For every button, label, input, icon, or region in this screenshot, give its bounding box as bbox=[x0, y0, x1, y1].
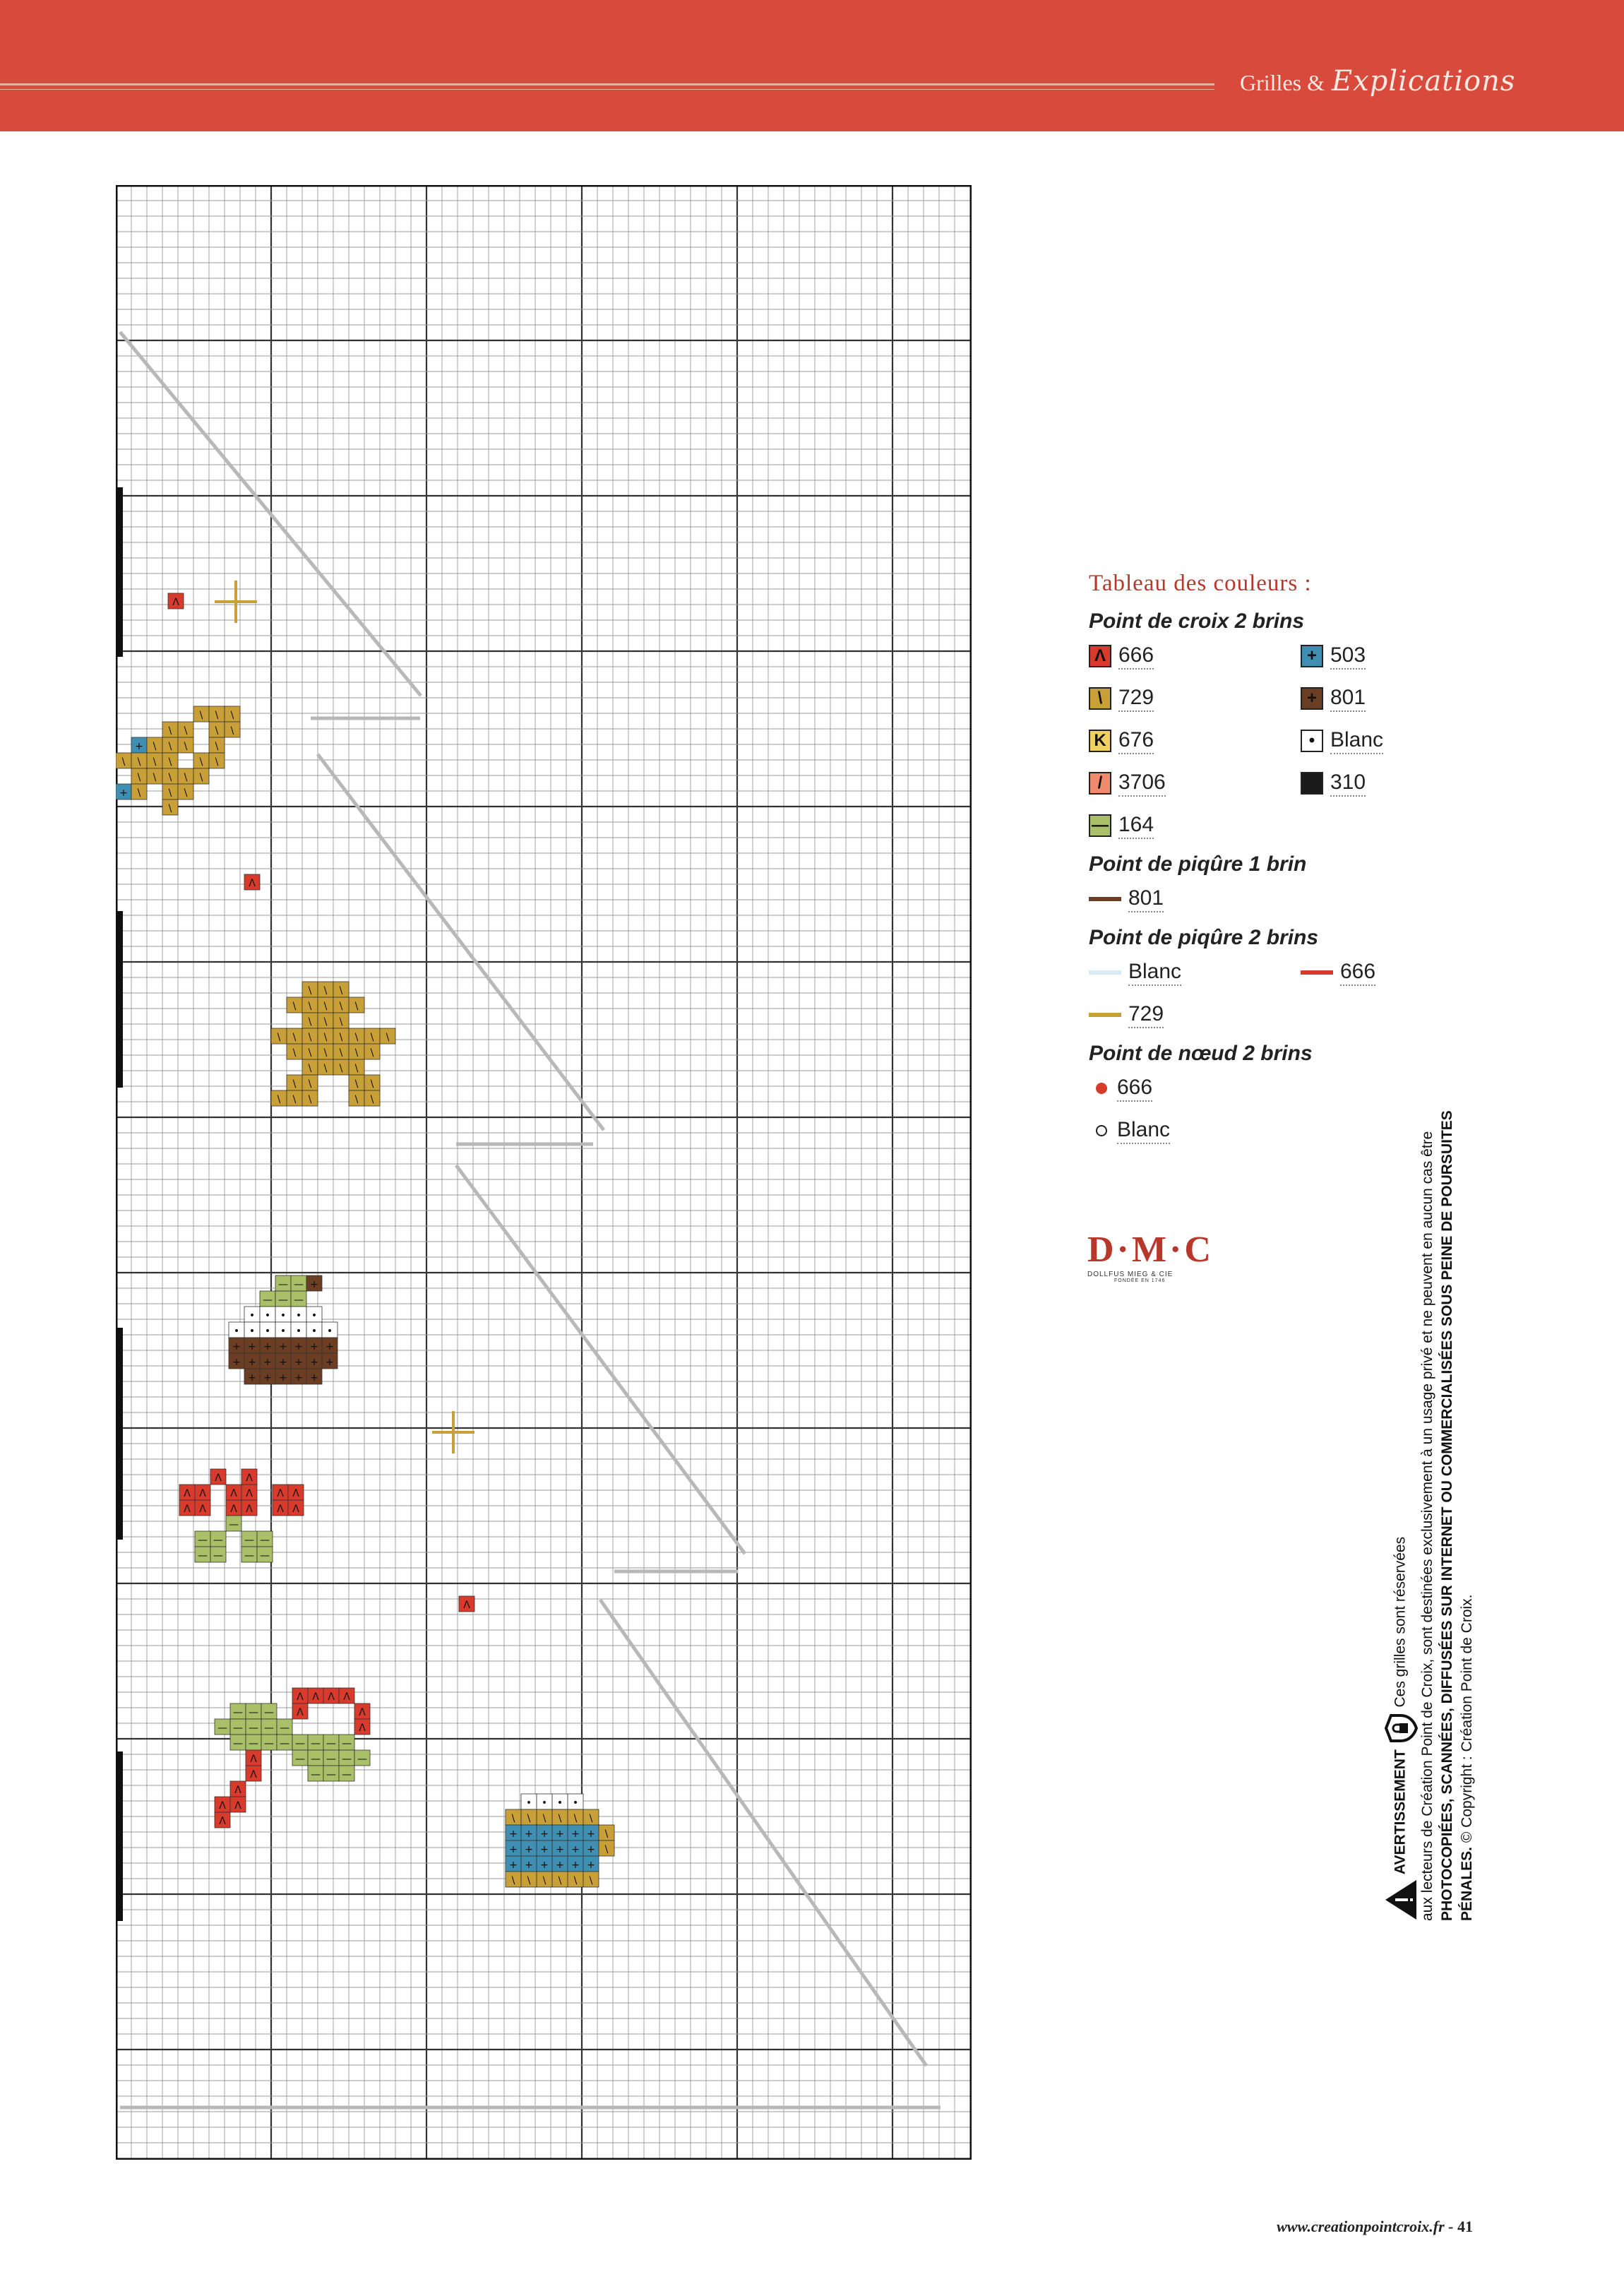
cross-stitch-list bbox=[1089, 642, 1456, 840]
stitch-symbol: + bbox=[135, 741, 143, 752]
stitch-symbol: • bbox=[525, 1797, 532, 1809]
stitch-symbol: Λ bbox=[246, 1488, 253, 1499]
stitch-symbol: + bbox=[248, 1357, 256, 1368]
stitch-symbol: + bbox=[294, 1372, 303, 1384]
stitch-symbol: \ bbox=[323, 1016, 328, 1028]
warning-title: AVERTISSEMENT bbox=[1392, 1749, 1409, 1875]
stitch-symbol: \ bbox=[542, 1813, 547, 1824]
warning-copyright: © Copyright : Création Point de Croix. bbox=[1459, 1594, 1475, 1843]
stitch-symbol: + bbox=[525, 1828, 533, 1840]
stitch-symbol: + bbox=[279, 1341, 287, 1352]
stitch-symbol: — bbox=[280, 1723, 289, 1734]
stitch-symbol: \ bbox=[370, 1094, 374, 1105]
stitch-symbol: \ bbox=[292, 1047, 297, 1059]
stitch-symbol: \ bbox=[542, 1875, 547, 1886]
stitch-symbol: + bbox=[525, 1860, 533, 1871]
stitch-symbol: + bbox=[294, 1357, 303, 1368]
stitch-symbol: + bbox=[310, 1341, 318, 1352]
color-swatch bbox=[1089, 730, 1111, 752]
header-section: Grilles & bbox=[1240, 70, 1325, 95]
color-code: 666 bbox=[1118, 643, 1154, 670]
stitch-symbol: \ bbox=[308, 1078, 312, 1090]
stitch-symbol: \ bbox=[184, 741, 188, 752]
stitch-symbol: \ bbox=[292, 1032, 297, 1043]
stitch-symbol: + bbox=[509, 1860, 518, 1871]
stitch-symbol: Λ bbox=[250, 1769, 257, 1780]
stitch-symbol: + bbox=[326, 1341, 334, 1352]
stitch-symbol: \ bbox=[168, 803, 172, 814]
stitch-symbol: \ bbox=[573, 1813, 578, 1824]
stitch-symbol: — bbox=[249, 1738, 258, 1749]
stitch-symbol: Λ bbox=[199, 1488, 206, 1499]
stitch-symbol: \ bbox=[339, 1063, 343, 1074]
stitch-symbol: — bbox=[278, 1279, 288, 1290]
stitch-symbol: \ bbox=[323, 1047, 328, 1059]
stitch-symbol: + bbox=[248, 1341, 256, 1352]
stitch-symbol: \ bbox=[215, 710, 219, 721]
stitch-symbol: • bbox=[249, 1326, 256, 1337]
stitch-symbol: \ bbox=[339, 985, 343, 997]
stitch-symbol: + bbox=[556, 1844, 564, 1855]
color-swatch bbox=[1301, 730, 1323, 752]
stitch-symbol: — bbox=[342, 1754, 352, 1765]
stitch-symbol: — bbox=[280, 1738, 289, 1749]
stitch-symbol: Λ bbox=[249, 878, 256, 889]
stitch-symbol: — bbox=[295, 1754, 305, 1765]
stitch-symbol: Λ bbox=[297, 1691, 304, 1703]
color-code: Blanc bbox=[1117, 1118, 1170, 1144]
stitch-symbol: Λ bbox=[230, 1504, 237, 1515]
stitch-symbol: Λ bbox=[297, 1707, 304, 1718]
stitch-symbol: \ bbox=[292, 1078, 297, 1090]
stitch-symbol: — bbox=[326, 1769, 336, 1780]
stitch-symbol: + bbox=[571, 1844, 580, 1855]
stitch-symbol: + bbox=[587, 1860, 595, 1871]
stitch-symbol: + bbox=[556, 1860, 564, 1871]
stitch-symbol: \ bbox=[215, 756, 219, 768]
stitch-symbol: + bbox=[587, 1844, 595, 1855]
stitch-symbol: Λ bbox=[463, 1600, 470, 1611]
warning-line-3: PHOTOCOPIÉES, SCANNÉES, DIFFUSÉES SUR INTERNET OU COMMERCIALISÉES SOUS PEINE DE POURSUITES bbox=[1439, 1110, 1455, 1921]
stitch-symbol: + bbox=[326, 1357, 334, 1368]
page-footer bbox=[1277, 2218, 1473, 2236]
stitch-symbol: • bbox=[572, 1797, 579, 1809]
stitch-symbol: Λ bbox=[219, 1800, 226, 1812]
backstitch2-section-title: Point de piqûre 2 brins bbox=[1089, 926, 1319, 949]
stitch-symbol: Λ bbox=[246, 1473, 253, 1484]
stitch-symbol: — bbox=[260, 1535, 270, 1546]
page-number: 41 bbox=[1457, 2218, 1473, 2235]
stitch-symbol: \ bbox=[184, 725, 188, 737]
stitch-symbol: Λ bbox=[292, 1488, 299, 1499]
stitch-symbol: + bbox=[540, 1844, 549, 1855]
stitch-symbol: + bbox=[540, 1828, 549, 1840]
stitch-symbol: \ bbox=[323, 985, 328, 997]
stitch-symbol: \ bbox=[370, 1047, 374, 1059]
legend-entry-cross bbox=[1301, 769, 1456, 797]
header-rule bbox=[0, 83, 1214, 85]
stitch-symbol: — bbox=[311, 1754, 321, 1765]
color-code: 164 bbox=[1118, 813, 1154, 839]
stitch-symbol: + bbox=[263, 1372, 272, 1384]
row-marker bbox=[116, 1328, 123, 1540]
legend-title: Tableau des couleurs : bbox=[1089, 571, 1312, 596]
line-swatch bbox=[1089, 1013, 1121, 1017]
line-swatch bbox=[1301, 970, 1333, 975]
stitch-symbol: \ bbox=[370, 1032, 374, 1043]
warning-line-4: PÉNALES. bbox=[1459, 1846, 1475, 1921]
stitch-symbol: • bbox=[326, 1326, 333, 1337]
warning-line-1: Ces grilles sont réservées bbox=[1392, 1536, 1409, 1708]
stitch-symbol: \ bbox=[230, 710, 234, 721]
stitch-symbol: — bbox=[326, 1754, 336, 1765]
stitch-symbol: \ bbox=[604, 1844, 609, 1855]
stitch-symbol: + bbox=[294, 1341, 303, 1352]
backstitch1-list bbox=[1089, 885, 1456, 913]
stitch-symbol: \ bbox=[308, 1047, 312, 1059]
stitch-symbol: + bbox=[556, 1828, 564, 1840]
swatch-symbol bbox=[1302, 773, 1322, 793]
color-swatch bbox=[1301, 772, 1323, 795]
stitch-symbol: Λ bbox=[215, 1473, 222, 1484]
stitch-symbol: \ bbox=[308, 1032, 312, 1043]
color-swatch bbox=[1301, 687, 1323, 710]
dmc-logo bbox=[1087, 1229, 1222, 1292]
stitch-symbol: Λ bbox=[359, 1723, 366, 1734]
color-code: Blanc bbox=[1330, 728, 1383, 754]
stitch-symbol: — bbox=[217, 1723, 227, 1734]
stitch-symbol: + bbox=[263, 1357, 272, 1368]
stitch-symbol: — bbox=[229, 1519, 239, 1530]
stitch-symbol: + bbox=[310, 1372, 318, 1384]
stitch-symbol: Λ bbox=[199, 1504, 206, 1515]
stitch-symbol: \ bbox=[589, 1813, 593, 1824]
stitch-symbol: \ bbox=[277, 1032, 281, 1043]
legend-entry-cross bbox=[1301, 727, 1456, 755]
stitch-symbol: \ bbox=[184, 772, 188, 783]
stitch-symbol: — bbox=[264, 1723, 274, 1734]
color-code: 666 bbox=[1340, 960, 1375, 986]
color-code: 729 bbox=[1118, 686, 1154, 712]
legend-entry-cross bbox=[1089, 769, 1301, 797]
stitch-symbol: — bbox=[244, 1535, 254, 1546]
stitch-symbol: Λ bbox=[246, 1504, 253, 1515]
stitch-symbol: \ bbox=[199, 756, 203, 768]
legend-entry-cross bbox=[1301, 684, 1456, 713]
stitch-symbol: \ bbox=[215, 725, 219, 737]
stitch-symbol: \ bbox=[137, 756, 141, 768]
stitch-symbol: + bbox=[310, 1279, 318, 1290]
stitch-symbol: Λ bbox=[234, 1800, 241, 1812]
stitch-symbol: Λ bbox=[172, 597, 179, 608]
stitch-symbol: Λ bbox=[277, 1504, 284, 1515]
stitch-symbol: — bbox=[213, 1550, 223, 1562]
stitch-symbol: + bbox=[279, 1357, 287, 1368]
stitch-symbol: \ bbox=[199, 710, 203, 721]
stitch-symbol: Λ bbox=[250, 1754, 257, 1765]
warning-triangle-icon bbox=[1384, 1879, 1418, 1921]
stitch-symbol: + bbox=[263, 1341, 272, 1352]
cross-stitch-chart bbox=[116, 185, 972, 2160]
legend-entry-knot bbox=[1089, 1117, 1301, 1145]
stitch-symbol: Λ bbox=[184, 1488, 191, 1499]
stitch-symbol: \ bbox=[137, 787, 141, 799]
stitch-symbol: — bbox=[233, 1707, 243, 1718]
stitch-symbol: Λ bbox=[277, 1488, 284, 1499]
color-code: Blanc bbox=[1128, 960, 1181, 986]
stitch-symbol: \ bbox=[354, 1032, 359, 1043]
stitch-symbol: Λ bbox=[312, 1691, 319, 1703]
stitch-symbol: + bbox=[232, 1341, 241, 1352]
swatch-symbol: K bbox=[1094, 731, 1106, 750]
stitch-symbol: — bbox=[198, 1535, 208, 1546]
swatch-symbol: Λ bbox=[1094, 646, 1106, 665]
stitch-symbol: + bbox=[310, 1357, 318, 1368]
dmc-sub2: FONDÉE EN 1746 bbox=[1114, 1278, 1166, 1283]
stitch-symbol: + bbox=[509, 1828, 518, 1840]
legend-entry-knot bbox=[1089, 1074, 1301, 1102]
stitch-symbol: \ bbox=[354, 1063, 359, 1074]
stitch-symbol: Λ bbox=[234, 1785, 241, 1796]
stitch-symbol: — bbox=[213, 1535, 223, 1546]
legend-entry-cross bbox=[1089, 642, 1301, 670]
row-marker bbox=[116, 487, 123, 657]
stitch-symbol: \ bbox=[527, 1813, 531, 1824]
stitch-symbol: \ bbox=[511, 1813, 515, 1824]
stitch-symbol: — bbox=[260, 1550, 270, 1562]
stitch-symbol: — bbox=[295, 1738, 305, 1749]
color-code: 801 bbox=[1330, 686, 1366, 712]
stitch-symbol: + bbox=[571, 1828, 580, 1840]
legend-entry-cross bbox=[1301, 642, 1456, 670]
swatch-symbol: • bbox=[1308, 731, 1315, 750]
stitch-symbol: \ bbox=[153, 772, 157, 783]
color-swatch bbox=[1089, 814, 1111, 837]
stitch-symbol: \ bbox=[137, 772, 141, 783]
knot-swatch bbox=[1096, 1125, 1107, 1136]
stitch-symbol: • bbox=[295, 1310, 302, 1321]
stitch-symbol: \ bbox=[308, 985, 312, 997]
stitch-symbol: \ bbox=[153, 756, 157, 768]
line-swatch bbox=[1089, 970, 1121, 975]
stitch-symbol: + bbox=[119, 787, 128, 799]
stitch-symbol: + bbox=[279, 1372, 287, 1384]
color-swatch bbox=[1089, 645, 1111, 667]
stitch-symbol: \ bbox=[511, 1875, 515, 1886]
knot-swatch bbox=[1096, 1083, 1107, 1094]
warning-line-2: aux lecteurs de Création Point de Croix, sont destinées exclusivement à un usage privé et ne peuvent en aucun cas être bbox=[1419, 1131, 1435, 1921]
stitch-symbol: • bbox=[280, 1326, 287, 1337]
stitch-symbol: — bbox=[249, 1723, 258, 1734]
swatch-symbol: — bbox=[1092, 816, 1109, 835]
stitch-symbol: \ bbox=[153, 741, 157, 752]
stitch-symbol: \ bbox=[168, 772, 172, 783]
legend-entry-line bbox=[1089, 958, 1301, 987]
stitch-symbol: \ bbox=[323, 1063, 328, 1074]
stitch-symbol: — bbox=[294, 1295, 304, 1306]
stitch-symbol: \ bbox=[184, 787, 188, 799]
stitch-symbol: \ bbox=[558, 1875, 562, 1886]
legend-entry-line bbox=[1089, 885, 1301, 913]
color-swatch bbox=[1089, 772, 1111, 795]
stitch-symbol: \ bbox=[339, 1001, 343, 1012]
stitch-symbol: Λ bbox=[343, 1691, 350, 1703]
backstitch1-section-title: Point de piqûre 1 brin bbox=[1089, 852, 1307, 876]
stitch-symbol: \ bbox=[215, 741, 219, 752]
stitch-symbol: Λ bbox=[292, 1504, 299, 1515]
stitch-symbol: — bbox=[249, 1707, 258, 1718]
copyright-warning bbox=[1384, 975, 1477, 1921]
stitch-symbol: \ bbox=[308, 1063, 312, 1074]
stitch-symbol: \ bbox=[308, 1001, 312, 1012]
color-code: 666 bbox=[1117, 1076, 1152, 1102]
footer-url: www.creationpointcroix.fr - bbox=[1277, 2218, 1454, 2235]
stitch-symbol: \ bbox=[308, 1094, 312, 1105]
stitch-symbol: — bbox=[263, 1295, 273, 1306]
stitch-symbol: \ bbox=[354, 1047, 359, 1059]
stitch-symbol: \ bbox=[292, 1094, 297, 1105]
stitch-symbol: — bbox=[294, 1279, 304, 1290]
stitch-symbol: Λ bbox=[230, 1488, 237, 1499]
stitch-symbol: \ bbox=[370, 1078, 374, 1090]
stitch-symbol: \ bbox=[527, 1875, 531, 1886]
stitch-symbol: — bbox=[326, 1738, 336, 1749]
stitch-symbol: — bbox=[198, 1550, 208, 1562]
color-code: 3706 bbox=[1118, 771, 1166, 797]
color-code: 310 bbox=[1330, 771, 1366, 797]
stitch-symbol: Λ bbox=[184, 1504, 191, 1515]
row-marker bbox=[116, 1751, 123, 1921]
stitch-symbol: \ bbox=[558, 1813, 562, 1824]
legend-entry-cross bbox=[1089, 684, 1301, 713]
stitch-symbol: \ bbox=[199, 772, 203, 783]
chart-grid bbox=[116, 185, 972, 2160]
stitch-symbol: — bbox=[342, 1769, 352, 1780]
legend-entry-cross bbox=[1089, 811, 1301, 840]
stitch-symbol: • bbox=[264, 1326, 271, 1337]
stitch-symbol: + bbox=[509, 1844, 518, 1855]
stitch-symbol: \ bbox=[121, 756, 126, 768]
stitch-symbol: + bbox=[232, 1357, 241, 1368]
stitch-symbol: \ bbox=[168, 741, 172, 752]
swatch-symbol: + bbox=[1306, 689, 1317, 708]
row-marker bbox=[116, 911, 123, 1088]
stitch-symbol: Λ bbox=[359, 1707, 366, 1718]
stitch-symbol: — bbox=[342, 1738, 352, 1749]
stitch-symbol: \ bbox=[168, 787, 172, 799]
stitch-symbol: — bbox=[278, 1295, 288, 1306]
stitch-symbol: \ bbox=[168, 725, 172, 737]
stitch-symbol: \ bbox=[573, 1875, 578, 1886]
stitch-symbol: — bbox=[244, 1550, 254, 1562]
stitch-symbol: \ bbox=[386, 1032, 390, 1043]
stitch-symbol: + bbox=[571, 1860, 580, 1871]
stitch-symbol: • bbox=[311, 1310, 318, 1321]
legend-entry-line bbox=[1089, 1001, 1301, 1029]
stitch-symbol: • bbox=[264, 1310, 271, 1321]
stitch-symbol: • bbox=[541, 1797, 548, 1809]
color-code: 801 bbox=[1128, 886, 1164, 912]
stitch-symbol: + bbox=[540, 1860, 549, 1871]
cross-stitch-section-title: Point de croix 2 brins bbox=[1089, 609, 1305, 633]
stitch-symbol: • bbox=[556, 1797, 563, 1809]
stitch-symbol: — bbox=[311, 1769, 321, 1780]
swatch-symbol: \ bbox=[1097, 689, 1103, 708]
stitch-symbol: • bbox=[295, 1326, 302, 1337]
stitch-symbol: \ bbox=[339, 1047, 343, 1059]
stitch-symbol: \ bbox=[339, 1016, 343, 1028]
stitch-symbol: — bbox=[233, 1738, 243, 1749]
dmc-sub1: DOLLFUS MIEG & CIE bbox=[1087, 1271, 1174, 1278]
stitch-symbol: \ bbox=[323, 1032, 328, 1043]
stitch-symbol: + bbox=[248, 1372, 256, 1384]
stitch-symbol: \ bbox=[354, 1078, 359, 1090]
color-swatch bbox=[1301, 645, 1323, 667]
stitch-symbol: \ bbox=[354, 1094, 359, 1105]
stitch-symbol: \ bbox=[168, 756, 172, 768]
stitch-symbol: \ bbox=[604, 1828, 609, 1840]
stitch-symbol: \ bbox=[339, 1032, 343, 1043]
stitch-symbol: \ bbox=[292, 1001, 297, 1012]
stitch-symbol: — bbox=[264, 1738, 274, 1749]
swatch-symbol: / bbox=[1097, 773, 1103, 792]
stitch-symbol: Λ bbox=[328, 1691, 335, 1703]
lock-shield-icon bbox=[1384, 1711, 1418, 1745]
header-section-title bbox=[1240, 65, 1515, 97]
stitch-symbol: — bbox=[311, 1738, 321, 1749]
stitch-symbol: — bbox=[357, 1754, 367, 1765]
stitch-symbol: \ bbox=[323, 1001, 328, 1012]
stitch-symbol: Λ bbox=[219, 1816, 226, 1827]
stitch-symbol: • bbox=[280, 1310, 287, 1321]
dmc-mark: D·M·C bbox=[1087, 1230, 1214, 1270]
stitch-symbol: \ bbox=[354, 1001, 359, 1012]
stitch-symbol: • bbox=[233, 1326, 240, 1337]
color-swatch bbox=[1089, 687, 1111, 710]
stitch-symbol: + bbox=[525, 1844, 533, 1855]
swatch-symbol: + bbox=[1306, 646, 1317, 665]
stitch-symbol: • bbox=[311, 1326, 318, 1337]
stitch-symbol: — bbox=[233, 1723, 243, 1734]
header-section-script: Explications bbox=[1331, 65, 1516, 97]
legend-entry-cross bbox=[1089, 727, 1301, 755]
color-code: 676 bbox=[1118, 728, 1154, 754]
line-swatch bbox=[1089, 897, 1121, 901]
header-rule-thin bbox=[0, 89, 1214, 90]
stitch-symbol: \ bbox=[308, 1016, 312, 1028]
stitch-symbol: — bbox=[264, 1707, 274, 1718]
stitch-symbol: \ bbox=[589, 1875, 593, 1886]
stitch-symbol: • bbox=[249, 1310, 256, 1321]
stitch-symbol: \ bbox=[230, 725, 234, 737]
color-code: 503 bbox=[1330, 643, 1366, 670]
knot-section-title: Point de nœud 2 brins bbox=[1089, 1042, 1313, 1065]
color-code: 729 bbox=[1128, 1002, 1164, 1028]
header-band bbox=[0, 0, 1624, 131]
stitch-symbol: \ bbox=[277, 1094, 281, 1105]
stitch-symbol: + bbox=[587, 1828, 595, 1840]
